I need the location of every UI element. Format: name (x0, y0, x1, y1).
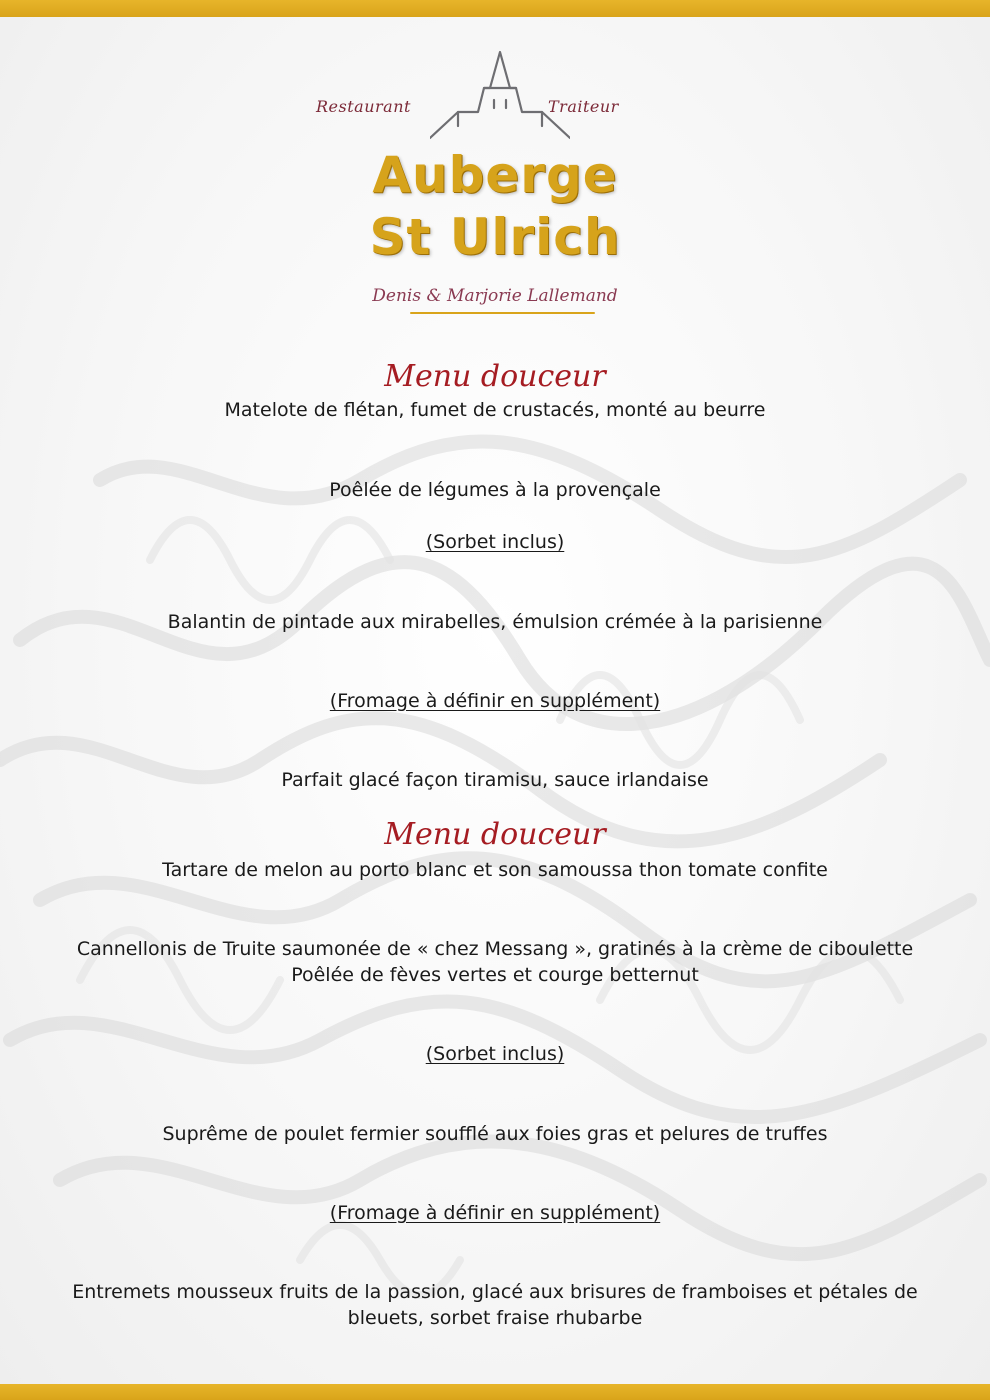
logo-gold-underline (410, 312, 595, 314)
menu-2-item-starter: Tartare de melon au porto blanc et son samoussa thon tomate confite (162, 859, 828, 881)
menu-1-note-sorbet: (Sorbet inclus) (425, 531, 565, 553)
menu-1-item-starter: Matelote de flétan, fumet de crustacés, monté au beurre (224, 399, 766, 421)
logo-name-st-ulrich: St Ulrich (369, 208, 621, 266)
menu-1-note-cheese: (Fromage à définir en supplément) (329, 690, 661, 712)
menu-2-note-sorbet: (Sorbet inclus) (425, 1043, 565, 1065)
menu-1-item-main: Balantin de pintade aux mirabelles, émulsion crémée à la parisienne (167, 611, 823, 633)
restaurant-logo (0, 40, 990, 340)
bottom-gold-border (0, 1384, 990, 1400)
menu-2-note-cheese: (Fromage à définir en supplément) (329, 1202, 661, 1224)
menu-2-item-fish: Cannellonis de Truite saumonée de « chez Messang », gratinés à la crème de ciboulette (76, 938, 914, 960)
menu-1-title: Menu douceur (384, 359, 606, 394)
top-gold-border (0, 0, 990, 17)
logo-traiteur-text: Traiteur (548, 97, 619, 116)
menu-1-item-side: Poêlée de légumes à la provençale (329, 479, 661, 501)
logo-name-auberge: Auberge (372, 146, 618, 204)
menu-2-item-dessert-line-1: Entremets mousseux fruits de la passion, glacé aux brisures de framboises et pétales de (72, 1281, 918, 1303)
menu-1-item-dessert: Parfait glacé façon tiramisu, sauce irlandaise (281, 769, 709, 791)
logo-owners-signature: Denis & Marjorie Lallemand (372, 286, 618, 306)
menu-2-item-main: Suprême de poulet fermier soufflé aux foies gras et pelures de truffes (162, 1123, 828, 1145)
logo-restaurant-text: Restaurant (316, 97, 411, 116)
menu-2-item-side: Poêlée de fèves vertes et courge betternut (291, 964, 699, 986)
menu-2-title: Menu douceur (384, 817, 606, 852)
menu-2-item-dessert-line-2: bleuets, sorbet fraise rhubarbe (347, 1307, 643, 1329)
